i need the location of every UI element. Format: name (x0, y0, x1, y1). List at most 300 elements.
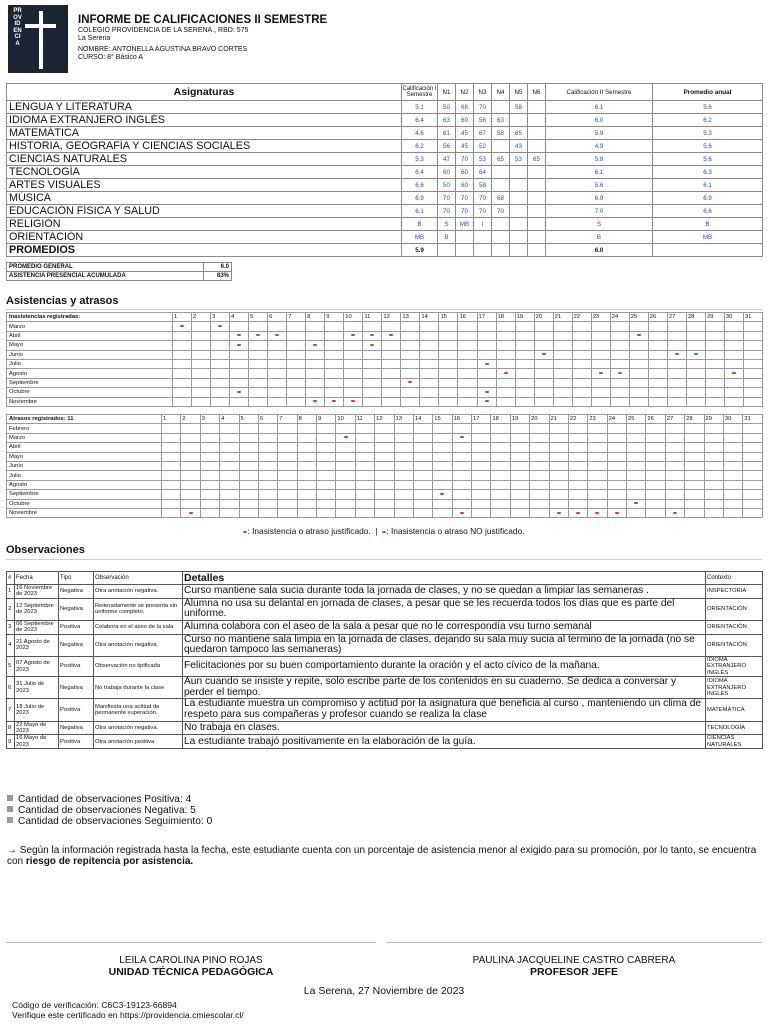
day-cell (363, 369, 382, 378)
obs-context: TECNOLOGÍA (706, 721, 763, 735)
day-cell (181, 480, 200, 489)
grade-annual: 5.6 (653, 101, 763, 114)
day-cell (629, 388, 648, 397)
day-cell (200, 480, 219, 489)
day-cell (743, 397, 762, 406)
empty-cell (456, 244, 474, 257)
day-cell (588, 508, 607, 517)
day-cell (607, 480, 626, 489)
day-cell (200, 461, 219, 470)
day-cell (568, 443, 587, 452)
grade-n2: 45 (456, 127, 474, 140)
grade-second-semester: 6.9 (546, 192, 653, 205)
day-cell (317, 508, 336, 517)
day-number: 18 (496, 313, 515, 322)
grade-n2: 70 (456, 205, 474, 218)
subject-name: EDUCACIÓN FÍSICA Y SALUD (7, 205, 402, 218)
day-cell (401, 322, 420, 331)
grade-n1: 61 (438, 127, 456, 140)
school-city: La Serena (78, 35, 111, 42)
day-cell (192, 341, 211, 350)
day-cell (452, 490, 471, 499)
day-cell (627, 508, 646, 517)
day-cell (607, 471, 626, 480)
day-cell (667, 350, 686, 359)
day-cell (477, 350, 496, 359)
day-cell (549, 452, 568, 461)
day-number: 13 (394, 415, 413, 424)
day-cell (439, 359, 458, 368)
day-cell (704, 480, 723, 489)
grade-second-semester: 5.6 (546, 179, 653, 192)
day-number: 12 (375, 415, 394, 424)
day-cell (686, 378, 705, 387)
day-cell (515, 397, 534, 406)
subject-name: MÚSICA (7, 192, 402, 205)
obs-col-num: # (7, 572, 15, 585)
averages-label: PROMEDIOS (7, 244, 402, 257)
day-cell (629, 350, 648, 359)
day-cell (355, 471, 374, 480)
month-label: Junio (7, 461, 162, 470)
day-cell (472, 490, 491, 499)
day-cell (452, 508, 471, 517)
day-cell (685, 461, 704, 470)
day-cell (510, 480, 529, 489)
day-cell (433, 508, 452, 517)
day-cell (258, 424, 277, 433)
day-number: 21 (553, 313, 572, 322)
day-cell (278, 424, 297, 433)
grade-n3: 53 (474, 153, 492, 166)
day-cell (239, 490, 258, 499)
day-cell (667, 322, 686, 331)
day-cell (162, 433, 181, 442)
day-cell (510, 499, 529, 508)
day-cell (355, 424, 374, 433)
day-cell (363, 341, 382, 350)
day-cell (704, 433, 723, 442)
day-cell (530, 471, 549, 480)
day-cell (496, 341, 515, 350)
day-cell (572, 388, 591, 397)
col-first-semester: Calificación I Semestre (402, 84, 438, 101)
day-number: 7 (287, 313, 306, 322)
signature-line-right (386, 942, 762, 943)
grade-first-semester: 6.6 (402, 179, 438, 192)
day-cell (200, 424, 219, 433)
month-label: Mayo (7, 341, 173, 350)
justified-mark (370, 334, 374, 336)
day-cell (515, 322, 534, 331)
day-cell (665, 480, 684, 489)
grade-first-semester: 6.9 (402, 192, 438, 205)
day-cell (607, 508, 626, 517)
day-cell (181, 499, 200, 508)
day-cell (743, 490, 762, 499)
day-cell (610, 331, 629, 340)
obs-col-observation: Observación (94, 572, 183, 585)
day-cell (610, 341, 629, 350)
grade-n3: 56 (474, 114, 492, 127)
day-cell (705, 388, 724, 397)
day-cell (588, 461, 607, 470)
delay-month-row (7, 508, 763, 517)
grade-n1: 60 (438, 166, 456, 179)
day-cell (401, 388, 420, 397)
day-cell (336, 480, 355, 489)
day-cell (588, 499, 607, 508)
day-cell (325, 378, 344, 387)
day-cell (413, 452, 432, 461)
obs-observation: Otra anotación negativa. (94, 634, 183, 656)
day-number: 2 (181, 415, 200, 424)
grade-row (7, 114, 763, 127)
day-cell (287, 322, 306, 331)
obs-date: 06 Septiembre de 2023 (15, 621, 59, 635)
grade-n5: 43 (510, 140, 528, 153)
absence-month-row (7, 369, 763, 378)
obs-date: 16 Noviembre de 2023 (15, 585, 59, 599)
unjustified-mark (732, 372, 736, 374)
day-cell (665, 471, 684, 480)
absence-month-row (7, 350, 763, 359)
obs-type: Positiva (59, 699, 94, 721)
day-cell (515, 359, 534, 368)
unjustified-mark (673, 512, 677, 514)
day-cell (249, 350, 268, 359)
grade-second-semester: 4.9 (546, 140, 653, 153)
obs-num: 1 (7, 585, 15, 599)
day-cell (394, 480, 413, 489)
day-cell (685, 471, 704, 480)
day-cell (382, 322, 401, 331)
day-cell (297, 499, 316, 508)
day-number: 31 (743, 415, 762, 424)
unjustified-mark (637, 334, 641, 336)
day-cell (627, 490, 646, 499)
day-cell (667, 331, 686, 340)
day-cell (705, 322, 724, 331)
grade-second-semester: S (546, 218, 653, 231)
day-cell (162, 424, 181, 433)
day-cell (610, 359, 629, 368)
day-cell (705, 378, 724, 387)
day-cell (375, 433, 394, 442)
day-cell (568, 508, 587, 517)
day-number: 20 (530, 415, 549, 424)
day-cell (743, 499, 762, 508)
day-cell (472, 443, 491, 452)
day-cell (258, 461, 277, 470)
day-cell (667, 378, 686, 387)
day-cell (572, 397, 591, 406)
col-n4: N4 (492, 84, 510, 101)
delay-month-row (7, 433, 763, 442)
repetition-risk-note (7, 845, 759, 867)
day-cell (452, 452, 471, 461)
attendance-section-title: Asistencias y atrasos (6, 295, 119, 307)
grade-annual: 6.9 (653, 192, 763, 205)
day-cell (568, 480, 587, 489)
grade-n5 (510, 166, 528, 179)
day-cell (491, 471, 510, 480)
grade-n2: 60 (456, 179, 474, 192)
obs-num: 8 (7, 721, 15, 735)
day-cell (297, 480, 316, 489)
day-cell (491, 508, 510, 517)
grade-n4 (492, 231, 510, 244)
delay-month-row (7, 461, 763, 470)
day-cell (239, 424, 258, 433)
unjustified-mark (389, 334, 393, 336)
day-cell (258, 499, 277, 508)
day-cell (496, 322, 515, 331)
day-cell (355, 499, 374, 508)
grade-n2: 45 (456, 140, 474, 153)
grade-annual: 5.6 (653, 153, 763, 166)
bullet-square-icon (7, 806, 13, 812)
day-cell (363, 350, 382, 359)
day-cell (239, 433, 258, 442)
day-number: 14 (413, 415, 432, 424)
subject-name: LENGUA Y LITERATURA (7, 101, 402, 114)
day-cell (325, 388, 344, 397)
day-cell (401, 369, 420, 378)
day-cell (553, 350, 572, 359)
day-cell (278, 443, 297, 452)
bullet-square-icon (7, 795, 13, 801)
day-cell (723, 490, 742, 499)
day-cell (705, 359, 724, 368)
grade-n5 (510, 179, 528, 192)
day-number: 29 (704, 415, 723, 424)
day-cell (173, 359, 192, 368)
obs-context: IDIOMA EXTRANJERO INGLÉS (706, 657, 763, 677)
grade-annual: 5.3 (653, 127, 763, 140)
day-number: 24 (610, 313, 629, 322)
grade-n5 (510, 231, 528, 244)
obs-context: CIENCIAS NATURALES (706, 735, 763, 749)
day-cell (344, 341, 363, 350)
grade-n6 (528, 101, 546, 114)
grade-row (7, 153, 763, 166)
grade-n4: 70 (492, 205, 510, 218)
obs-context: ORIENTACIÓN (706, 634, 763, 656)
observation-row (7, 657, 763, 677)
grade-first-semester: 6.4 (402, 166, 438, 179)
legend-unjustified: : Inasistencia o atraso NO justificado. (386, 526, 525, 536)
day-cell (325, 331, 344, 340)
day-number: 23 (588, 415, 607, 424)
month-label: Julio (7, 359, 173, 368)
obs-num: 6 (7, 677, 15, 699)
day-cell (439, 397, 458, 406)
day-cell (610, 397, 629, 406)
day-cell (665, 452, 684, 461)
grade-n5: 53 (510, 153, 528, 166)
day-cell (317, 452, 336, 461)
day-cell (306, 388, 325, 397)
day-cell (317, 480, 336, 489)
day-cell (413, 499, 432, 508)
justified-mark (237, 334, 241, 336)
day-cell (211, 359, 230, 368)
day-cell (477, 331, 496, 340)
grid-header-label: Inasistencias registradas: (7, 313, 173, 322)
absence-month-row (7, 341, 763, 350)
obs-context: ORIENTACIÓN (706, 621, 763, 635)
grade-n4 (492, 166, 510, 179)
day-cell (211, 388, 230, 397)
day-cell (686, 369, 705, 378)
observation-row (7, 585, 763, 599)
day-cell (452, 443, 471, 452)
observation-row (7, 598, 763, 620)
day-cell (297, 443, 316, 452)
day-cell (336, 443, 355, 452)
day-cell (629, 322, 648, 331)
day-cell (439, 350, 458, 359)
day-number: 4 (220, 415, 239, 424)
col-n5: N5 (510, 84, 528, 101)
day-cell (723, 480, 742, 489)
day-cell (648, 331, 667, 340)
day-cell (375, 471, 394, 480)
day-cell (181, 443, 200, 452)
day-cell (515, 341, 534, 350)
day-cell (173, 331, 192, 340)
day-cell (433, 443, 452, 452)
day-cell (627, 443, 646, 452)
delay-month-row (7, 490, 763, 499)
day-cell (743, 433, 762, 442)
absences-grid (6, 312, 763, 407)
day-cell (458, 388, 477, 397)
day-cell (258, 490, 277, 499)
day-cell (704, 490, 723, 499)
day-cell (705, 350, 724, 359)
day-cell (162, 471, 181, 480)
grid-header-row (7, 415, 763, 424)
grade-n6 (528, 192, 546, 205)
day-cell (477, 359, 496, 368)
day-cell (249, 378, 268, 387)
day-cell (572, 331, 591, 340)
day-cell (491, 461, 510, 470)
day-cell (472, 461, 491, 470)
day-cell (572, 350, 591, 359)
month-label: Agosto (7, 480, 162, 489)
day-cell (534, 397, 553, 406)
unjustified-mark (675, 353, 679, 355)
day-cell (743, 443, 762, 452)
verification-url: Verifique este certificado en https://providencia.cmiescolar.cl/ (12, 1010, 244, 1020)
day-cell (627, 471, 646, 480)
day-cell (317, 499, 336, 508)
day-cell (452, 480, 471, 489)
day-cell (401, 350, 420, 359)
day-cell (162, 508, 181, 517)
day-cell (549, 490, 568, 499)
day-cell (433, 433, 452, 442)
school-name: COLEGIO PROVIDENCIA DE LA SERENA., RBD: 575 (78, 27, 249, 34)
day-cell (705, 369, 724, 378)
obs-details: Alumna no usa su delantal en jornada de clases, a pesar que se les recuerda todos los días que es parte del uniforme. (183, 598, 706, 620)
day-cell (477, 378, 496, 387)
obs-details: Alumna colabora con el aseo de la sala a pesar que no le correspondía vsu turno semanal (183, 621, 706, 635)
day-cell (336, 452, 355, 461)
observation-row (7, 721, 763, 735)
day-cell (591, 369, 610, 378)
grade-n4 (492, 140, 510, 153)
day-cell (433, 461, 452, 470)
day-cell (705, 331, 724, 340)
day-cell (306, 331, 325, 340)
day-cell (629, 378, 648, 387)
day-cell (646, 508, 665, 517)
grade-first-semester: MB (402, 231, 438, 244)
day-cell (667, 388, 686, 397)
day-cell (588, 490, 607, 499)
day-cell (452, 424, 471, 433)
day-number: 9 (325, 313, 344, 322)
day-cell (401, 397, 420, 406)
day-cell (610, 388, 629, 397)
day-cell (211, 369, 230, 378)
observation-row (7, 699, 763, 721)
obs-type: Positiva (59, 735, 94, 749)
attendance-legend (0, 526, 768, 536)
grade-n1: 50 (438, 101, 456, 114)
day-number: 6 (258, 415, 277, 424)
day-cell (667, 341, 686, 350)
day-cell (588, 443, 607, 452)
day-cell (439, 369, 458, 378)
grade-second-semester: B (546, 231, 653, 244)
day-cell (268, 397, 287, 406)
month-label: Marzo (7, 322, 173, 331)
day-cell (413, 490, 432, 499)
day-cell (401, 341, 420, 350)
day-cell (723, 443, 742, 452)
day-cell (192, 388, 211, 397)
day-cell (382, 378, 401, 387)
day-cell (394, 508, 413, 517)
day-cell (344, 388, 363, 397)
day-cell (278, 490, 297, 499)
day-cell (572, 378, 591, 387)
day-cell (591, 388, 610, 397)
day-cell (382, 331, 401, 340)
day-cell (162, 452, 181, 461)
day-cell (591, 322, 610, 331)
day-cell (230, 359, 249, 368)
grade-second-semester: 7.0 (546, 205, 653, 218)
day-cell (491, 452, 510, 461)
day-number: 8 (297, 415, 316, 424)
month-label: Abril (7, 443, 162, 452)
day-cell (433, 471, 452, 480)
day-cell (181, 508, 200, 517)
day-cell (268, 388, 287, 397)
day-cell (413, 424, 432, 433)
day-cell (530, 461, 549, 470)
day-cell (568, 499, 587, 508)
day-cell (591, 331, 610, 340)
empty-cell (528, 244, 546, 257)
day-cell (646, 480, 665, 489)
